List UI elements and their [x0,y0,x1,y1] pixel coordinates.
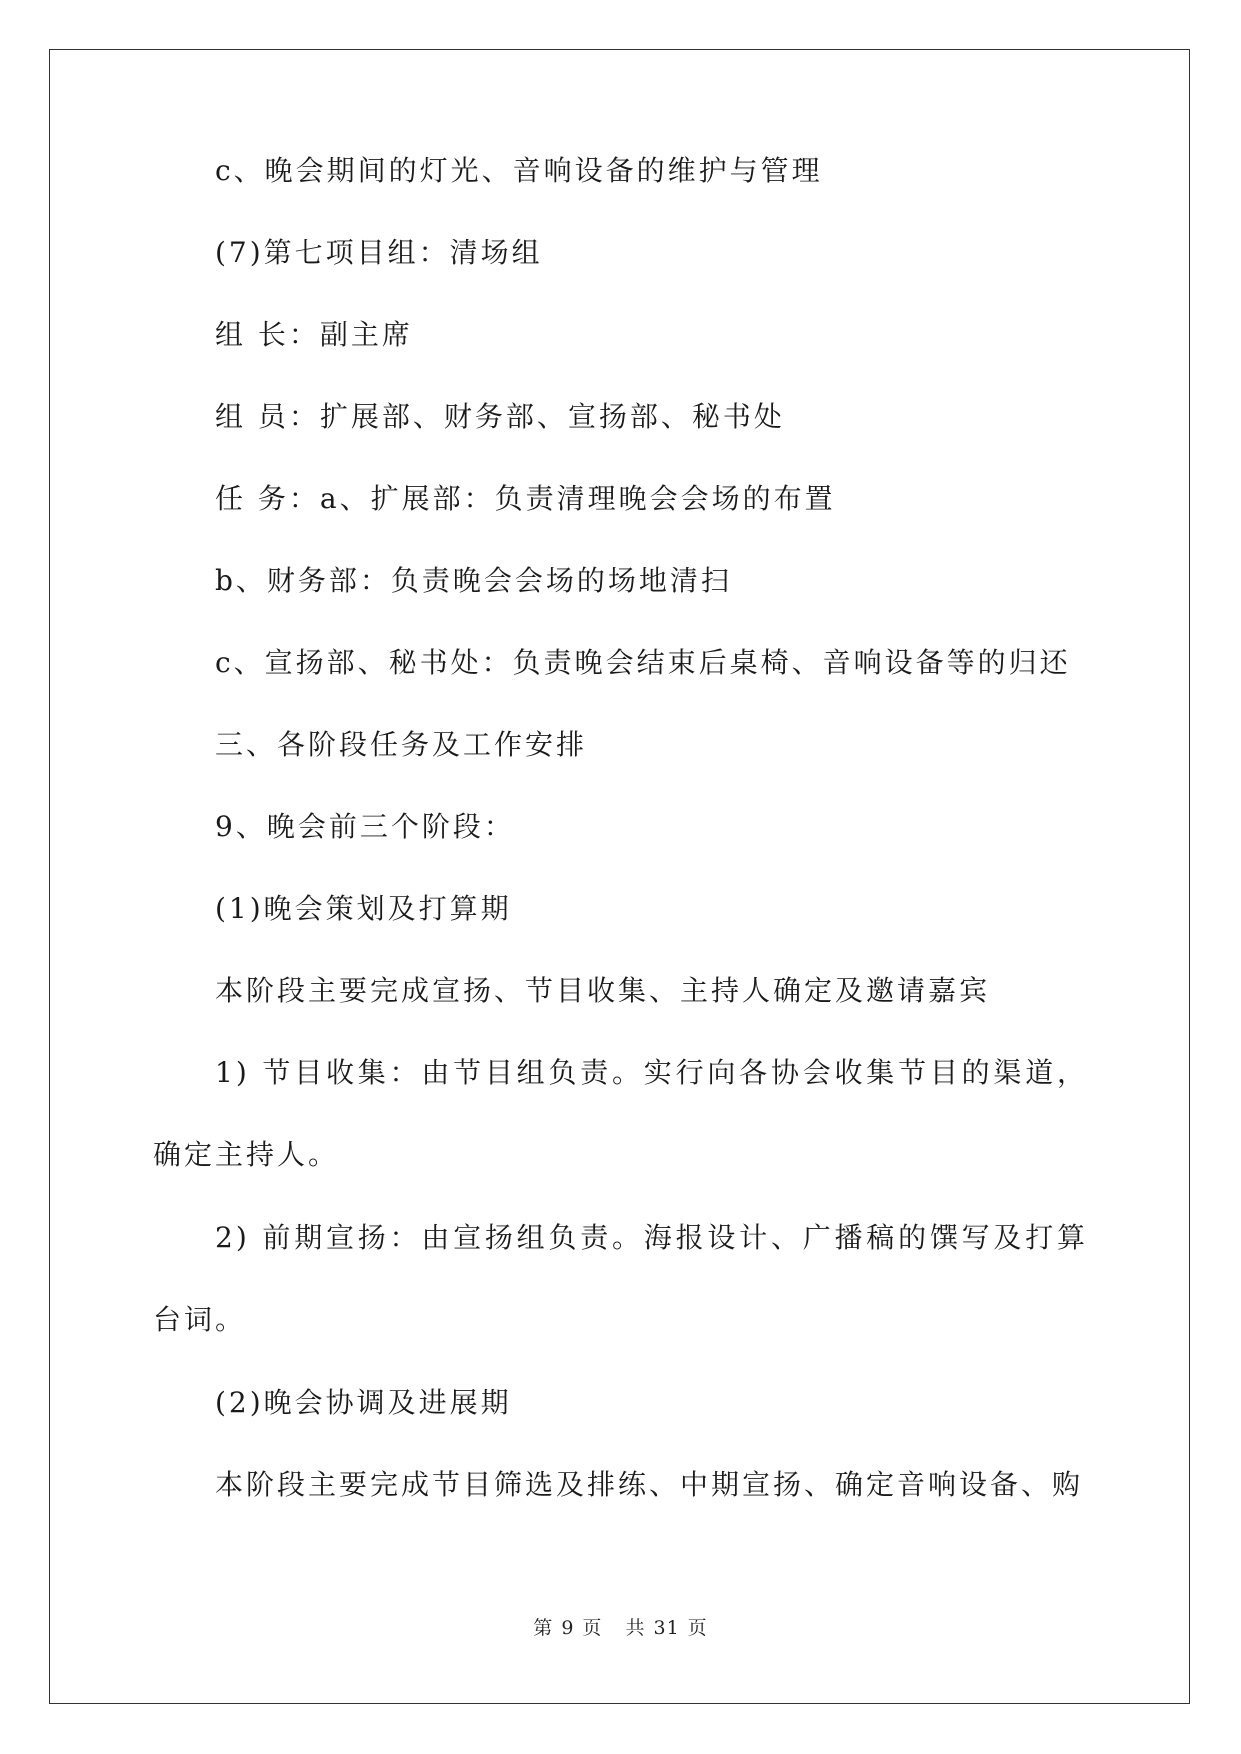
subsection-heading: 9、晚会前三个阶段： [215,810,515,843]
paragraph: 任 务：a、扩展部：负责清理晚会会场的布置 [215,482,836,515]
paragraph: (7)第七项目组：清场组 [215,236,543,269]
paragraph-wrapped: 1) 节目收集：由节目组负责。实行向各协会收集节目的渠道，确定主持人。 [153,1056,1088,1171]
total-pages-label: 共 31 页 [625,1617,708,1639]
paragraph: 组 长：副主席 [215,318,413,351]
paragraph: b、财务部：负责晚会会场的场地清扫 [215,564,732,597]
page-footer [0,1613,1241,1640]
section-heading: 三、各阶段任务及工作安排 [215,728,588,761]
document-body [153,150,1088,1546]
page-number-label: 第 9 页 [533,1617,603,1639]
paragraph: c、晚会期间的灯光、音响设备的维护与管理 [215,154,823,187]
paragraph-wrapped: 2) 前期宣扬：由宣扬组负责。海报设计、广播稿的馔写及打算台词。 [153,1221,1088,1336]
phase-heading: (1)晚会策划及打算期 [215,892,512,925]
paragraph: c、宣扬部、秘书处：负责晚会结束后桌椅、音响设备等的归还 [215,646,1071,679]
paragraph: 组 员：扩展部、财务部、宣扬部、秘书处 [215,400,785,433]
paragraph: 本阶段主要完成宣扬、节目收集、主持人确定及邀请嘉宾 [215,974,991,1007]
paragraph: 本阶段主要完成节目筛选及排练、中期宣扬、确定音响设备、购 [215,1468,1084,1501]
phase-heading: (2)晚会协调及进展期 [215,1386,512,1419]
